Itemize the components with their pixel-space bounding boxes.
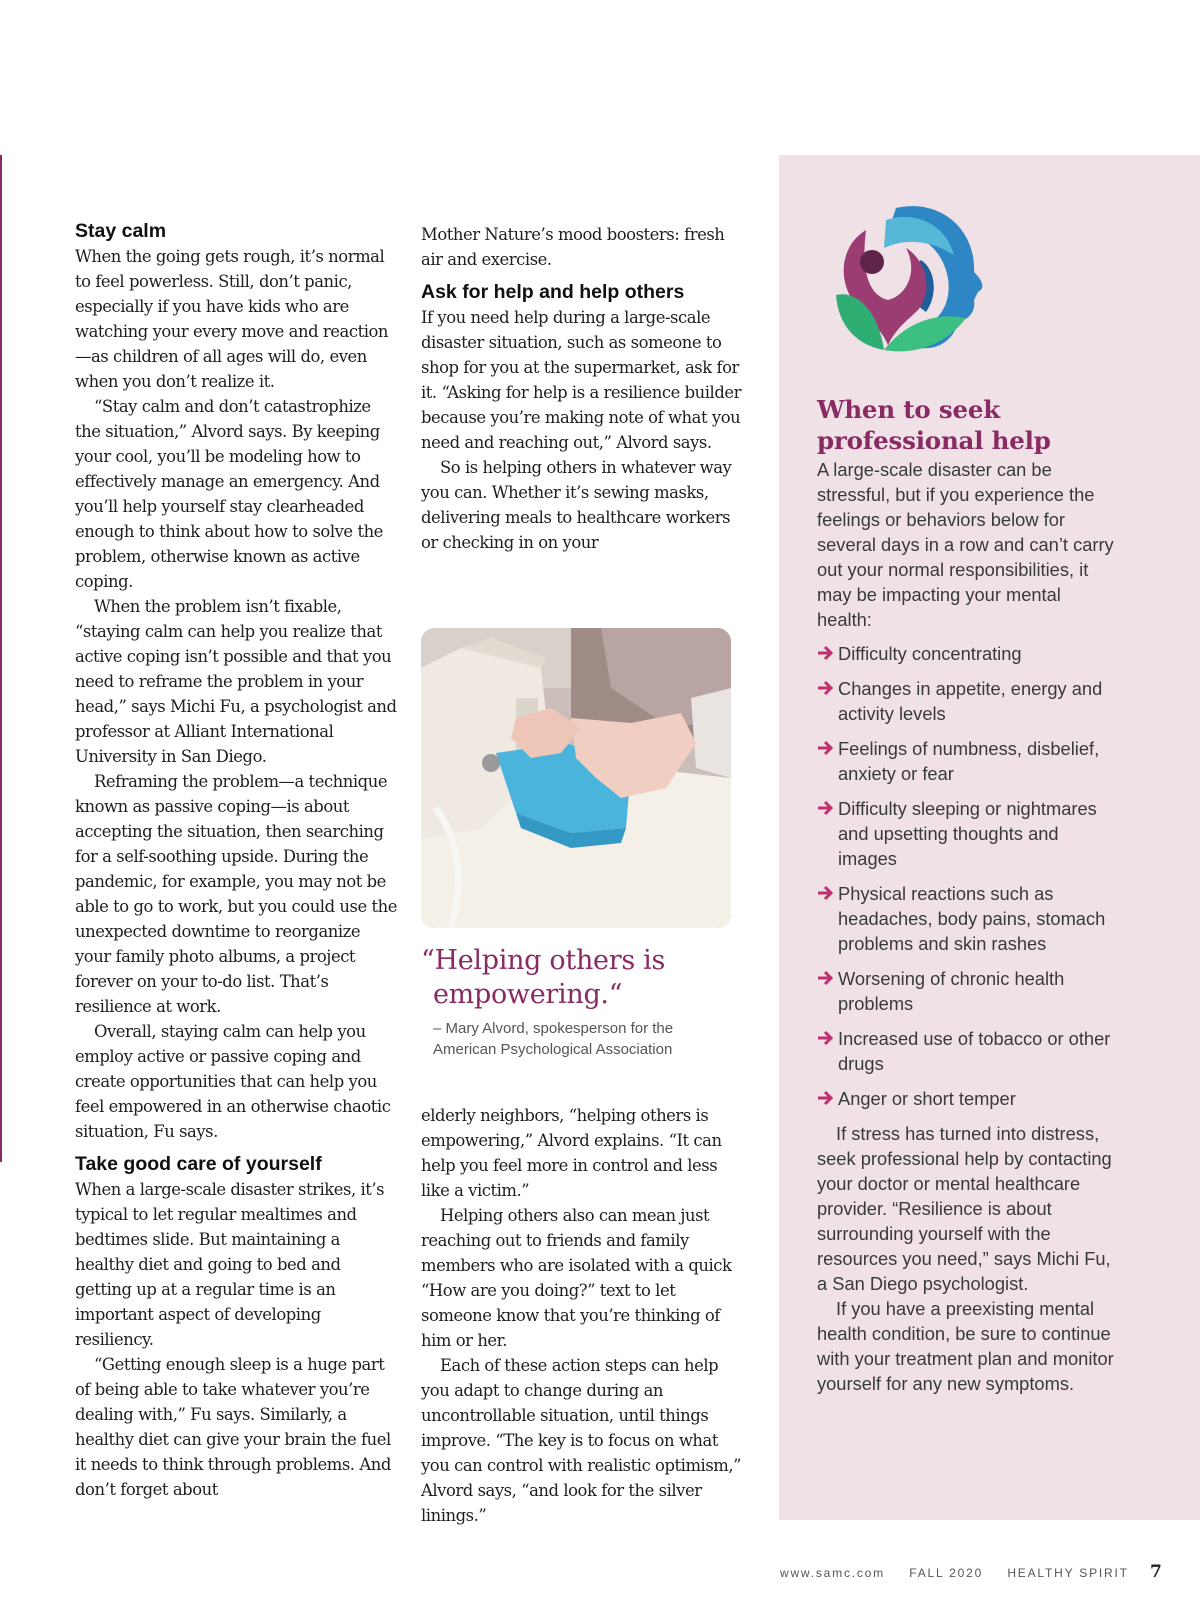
sidebar-title-line-1: When to seek xyxy=(817,395,1000,424)
body-paragraph: Overall, staying calm can help you employ active or passive coping and create opportunities that can help you feel empowered in an otherwise chaotic situation, Fu says. xyxy=(75,1022,391,1141)
body-paragraph: When the going gets rough, it’s normal to feel powerless. Still, don’t panic, especially if you have kids who are watching your every move and reaction—as children of all ages will do, even when you don’t realize it. xyxy=(75,247,389,391)
list-item xyxy=(817,736,1117,786)
sewing-mask-photo xyxy=(421,628,731,928)
arrow-right-icon xyxy=(817,884,835,902)
arrow-right-icon xyxy=(817,969,835,987)
attribution-line-2: American Psychological Association xyxy=(433,1041,673,1058)
mental-health-logo-icon xyxy=(826,200,996,365)
list-item-text: Feelings of numbness, disbelief, anxiety or fear xyxy=(838,738,1100,784)
list-item xyxy=(817,676,1117,726)
sidebar-intro: A large-scale disaster can be stressful, but if you experience the feelings or behaviors below for several days in a row and can’t carry out your normal responsibilities, it may be impacting your mental health: xyxy=(817,459,1114,630)
pull-quote xyxy=(421,944,741,1012)
list-item-text: Anger or short temper xyxy=(838,1088,1016,1109)
left-margin-rule xyxy=(0,155,2,1162)
arrow-right-icon xyxy=(817,1089,835,1107)
list-item-text: Changes in appetite, energy and activity levels xyxy=(838,678,1103,724)
list-item-text: Physical reactions such as headaches, body pains, stomach problems and skin rashes xyxy=(838,883,1106,954)
body-paragraph: Reframing the problem—a technique known as passive coping—is about accepting the situation, then searching for a self-soothing upside. During the pandemic, for example, you may not be able to go to work, but you could use the unexpected downtime to reorganize your family photo albums, a project forever on your to-do list. That’s resilience at work. xyxy=(75,772,397,1016)
body-paragraph: When the problem isn’t fixable, “staying calm can help you realize that active coping isn’t possible and that you need to reframe the problem in your head,” says Michi Fu, a psychologist and professor at Alliant International University in San Diego. xyxy=(75,597,397,766)
list-item xyxy=(817,881,1117,956)
body-paragraph: Helping others also can mean just reaching out to friends and family members who are isolated with a quick “How are you doing?” text to let someone know that you’re thinking of him or her. xyxy=(421,1206,732,1350)
sidebar-title xyxy=(817,394,1157,456)
quote-attribution xyxy=(433,1018,753,1060)
footer-website: www.samc.com xyxy=(780,1566,885,1580)
article-column-1 xyxy=(75,218,400,1502)
sewing-photo-illustration xyxy=(421,628,731,928)
attribution-line-1: – Mary Alvord, spokesperson for the xyxy=(433,1020,674,1037)
list-item-text: Increased use of tobacco or other drugs xyxy=(838,1028,1111,1074)
symptom-list xyxy=(817,641,1117,1111)
section-heading-stay-calm: Stay calm xyxy=(75,220,167,242)
arrow-right-icon xyxy=(817,739,835,757)
sidebar-paragraph: If stress has turned into distress, seek professional help by contacting your doctor or mental healthcare provider. “Resilience is about surrounding yourself with the resources you need,” says Michi Fu, a San Diego psychologist. xyxy=(817,1123,1112,1294)
arrow-right-icon xyxy=(817,679,835,697)
body-paragraph: Each of these action steps can help you adapt to change during an uncontrollable situation, until things improve. “The key is to focus on what you can control with realistic optimism,” Alvord says, “and look for the silver linings.” xyxy=(421,1356,742,1525)
arrow-right-icon xyxy=(817,644,835,662)
body-paragraph: elderly neighbors, “helping others is empowering,” Alvord explains. “It can help you feel more in control and less like a victim.” xyxy=(421,1106,722,1200)
body-paragraph: If you need help during a large-scale disaster situation, such as someone to shop for you at the supermarket, ask for it. “Asking for help is a resilience builder because you’re making note of what you need and reaching out,” Alvord says. xyxy=(421,308,742,452)
pull-quote-line-2: empowering.“ xyxy=(433,979,623,1010)
section-heading-take-care: Take good care of yourself xyxy=(75,1153,322,1175)
list-item xyxy=(817,1086,1117,1111)
page-number: 7 xyxy=(1150,1562,1162,1582)
body-paragraph: “Getting enough sleep is a huge part of being able to take whatever you’re dealing with,” Fu says. Similarly, a healthy diet can give your brain the fuel it needs to think through problems. And don’t forget about xyxy=(75,1355,391,1499)
page-footer xyxy=(780,1562,1170,1582)
body-paragraph: When a large-scale disaster strikes, it’s typical to let regular mealtimes and bedtimes slide. But maintaining a healthy diet and going to bed and getting up at a regular time is an important aspect of developing resiliency. xyxy=(75,1180,385,1349)
footer-season: FALL 2020 xyxy=(909,1566,984,1580)
footer-magazine: HEALTHY SPIRIT xyxy=(1007,1566,1129,1580)
sidebar-title-line-2: professional help xyxy=(817,426,1051,455)
list-item xyxy=(817,1026,1117,1076)
list-item xyxy=(817,641,1117,666)
sidebar-body xyxy=(817,457,1117,1396)
list-item xyxy=(817,966,1117,1016)
article-column-2-top xyxy=(421,222,747,555)
body-paragraph: “Stay calm and don’t catastrophize the situation,” Alvord says. By keeping your cool, you’ll be modeling how to effectively manage an emergency. And you’ll help yourself stay clearheaded enough to think about how to solve the problem, otherwise known as active coping. xyxy=(75,397,383,591)
list-item-text: Worsening of chronic health problems xyxy=(838,968,1065,1014)
article-column-2-bottom xyxy=(421,1103,747,1528)
list-item-text: Difficulty sleeping or nightmares and upsetting thoughts and images xyxy=(838,798,1097,869)
sidebar-paragraph: If you have a preexisting mental health condition, be sure to continue with your treatment plan and monitor yourself for any new symptoms. xyxy=(817,1298,1114,1394)
pull-quote-line-1: “Helping others is xyxy=(421,945,666,976)
list-item-text: Difficulty concentrating xyxy=(838,643,1022,664)
arrow-right-icon xyxy=(817,1029,835,1047)
body-paragraph: So is helping others in whatever way you can. Whether it’s sewing masks, delivering meals to healthcare workers or checking in on your xyxy=(421,458,732,552)
body-paragraph: Mother Nature’s mood boosters: fresh air and exercise. xyxy=(421,225,725,269)
list-item xyxy=(817,796,1117,871)
arrow-right-icon xyxy=(817,799,835,817)
section-heading-ask-help: Ask for help and help others xyxy=(421,281,685,303)
